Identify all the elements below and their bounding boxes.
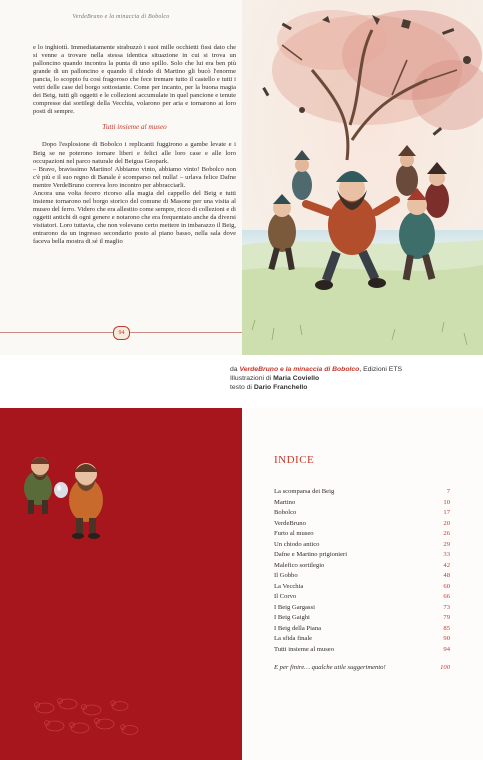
caption-prefix: da — [230, 366, 240, 373]
caption-line-book — [230, 365, 480, 374]
caption-line-author — [230, 383, 480, 392]
toc-title: INDICE — [274, 454, 315, 466]
toc-entry-title: Furto al museo — [274, 530, 314, 537]
top-spread — [0, 0, 483, 355]
toc-entry-page: 29 — [443, 540, 450, 548]
toc-entry-title: VerdeBruno — [274, 519, 306, 527]
toc-entry[interactable] — [274, 646, 450, 657]
toc-final-entry[interactable] — [274, 664, 450, 675]
toc-entry-page: 90 — [443, 635, 450, 642]
toc-entry[interactable] — [274, 530, 450, 541]
toc-entry-page: 79 — [443, 614, 450, 621]
toc-entry[interactable] — [274, 551, 450, 562]
toc-entry-page: 85 — [443, 624, 450, 632]
caption-text-label: testo di — [230, 384, 254, 391]
caption-illustrator: Maria Coviello — [273, 375, 320, 382]
toc-entry-title: La Vecchia — [274, 582, 304, 590]
paragraph-3: – Bravo, bravissimo Martino! Abbiamo vinto, abbiamo vinto! Bobolco non c'è più e il suo regno di Banale è scomparso nel nulla! – urlava felice Dafne mentre VerdeBruno correva loro incontro per abbracciarli. — [33, 165, 236, 189]
toc-entry-title: Il Corvo — [274, 593, 297, 600]
toc-entry-title: I Beig della Piana — [274, 624, 322, 632]
toc-entry-page: 7 — [446, 488, 450, 495]
toc-entry-page: 20 — [443, 519, 450, 527]
toc-entry-title: I Beig Gaighi — [274, 614, 310, 621]
toc-entry-title: Un chiodo antico — [274, 540, 320, 548]
illustration-page — [242, 0, 483, 355]
caption-illustrations-label: Illustrazioni di — [230, 375, 274, 382]
toc-entry[interactable] — [274, 562, 450, 573]
sheep-silhouettes-icon — [35, 699, 139, 735]
toc-entry[interactable] — [274, 625, 450, 636]
red-endpaper-page — [0, 408, 242, 760]
toc-entry-page: 60 — [443, 582, 450, 590]
toc-entry-page: 17 — [443, 509, 450, 516]
toc-entry-title: La sfida finale — [274, 635, 313, 642]
left-book-page — [0, 0, 242, 355]
toc-entry-title: Dafne e Martino prigionieri — [274, 551, 348, 558]
toc-entry-title: Martino — [274, 498, 296, 506]
toc-entry-title: E per finire… qualche utile suggerimento! — [274, 664, 386, 671]
caption-publisher: , Edizioni ETS — [359, 366, 402, 373]
toc-entry[interactable] — [274, 509, 450, 520]
toc-entry[interactable] — [274, 499, 450, 510]
image-caption — [230, 365, 480, 392]
toc-entry-title: Il Gobbo — [274, 572, 298, 579]
toc-entry-page: 66 — [443, 593, 450, 600]
toc-entry[interactable] — [274, 593, 450, 604]
toc-entry[interactable] — [274, 614, 450, 625]
toc-entry-title: Malefico sortilegio — [274, 561, 325, 569]
toc-entry[interactable] — [274, 541, 450, 552]
toc-entry[interactable] — [274, 520, 450, 531]
caption-line-illustrator — [230, 374, 480, 383]
body-text — [33, 44, 236, 246]
toc-entry-title: Bobolco — [274, 509, 297, 516]
toc-entry-page: 33 — [443, 551, 450, 558]
paragraph-2: Dopo l'esplosione di Bobolco i replicanti fuggirono a gambe levate e i Beig se ne poterono tornare liberi e felici alle loro case e alle loro occupazioni nel parco naturale del Beigua Geopark. — [33, 141, 236, 165]
toc-entry-page: 100 — [440, 664, 450, 671]
toc-entry-title: La scomparsa dei Beig — [274, 488, 335, 495]
toc-entry[interactable] — [274, 635, 450, 646]
toc-entry-page: 42 — [443, 561, 450, 569]
running-head: VerdeBruno e la minaccia di Bobolco — [72, 14, 170, 20]
toc-entry-page: 48 — [443, 572, 450, 579]
illustration-running-beigs — [242, 0, 483, 355]
toc-entry-page: 94 — [443, 645, 450, 653]
toc-entry[interactable] — [274, 583, 450, 594]
toc-entry-title: I Beig Gargassi — [274, 603, 315, 611]
subheading: Tutti insieme al museo — [102, 123, 167, 132]
toc-entry-page: 10 — [443, 498, 450, 506]
toc-entry-page: 26 — [443, 530, 450, 537]
toc-list — [274, 488, 450, 675]
toc-page — [242, 408, 483, 760]
toc-entry[interactable] — [274, 604, 450, 615]
toc-entry[interactable] — [274, 488, 450, 499]
paragraph-4: Ancora una volta fecero ricorso alla magia del cappello del Beig e tutti insieme tornarono nel borgo storico del comune di Masone per una visita al museo del ferro. Videro che era allestito come sempre, ricco di collezioni e di oggetti antichi di ogni genere e notarono che era frequentato anche da diversi visitatori. Loro tuttavia, che non volevano certo mettere in imbarazzo il Beig, entrarono da un ingresso secondario posto al piano basso, nella sala dove faceva bella mostra di sé il maglio — [33, 189, 236, 246]
illustration-beig-characters — [0, 408, 242, 760]
toc-entry[interactable] — [274, 572, 450, 583]
toc-entry-title: Tutti insieme al museo — [274, 645, 335, 653]
caption-author: Dario Franchello — [253, 384, 308, 391]
toc-entry-page: 73 — [443, 603, 450, 611]
paragraph-1: e lo inghiottì. Immediatamente strabuzzò i suoi mille occhietti fissi dato che si venne a trovare nella stessa identica situazione in cui si trova un palloncino quando incontra la punta di uno spillo. Solo che lui era ben più grande di un palloncino e quando il chiodo di Martino gli bucò l'enorme pancia, lo scoppio fu così fragoroso che fece tremare tutto il castello e tutti i vetri delle case del borgo sottostante. Come per incanto, per la buona magia dei Beig, tutti gli oggetti e le collezioni accumulate in quel pancione e tenute compresse dai sortilegi della Vecchia, volarono per aria e tornarono ai loro posti di sempre. — [33, 44, 236, 116]
page-number-badge: 94 — [113, 326, 130, 340]
caption-book-title: VerdeBruno e la minaccia di Bobolco — [239, 366, 360, 373]
